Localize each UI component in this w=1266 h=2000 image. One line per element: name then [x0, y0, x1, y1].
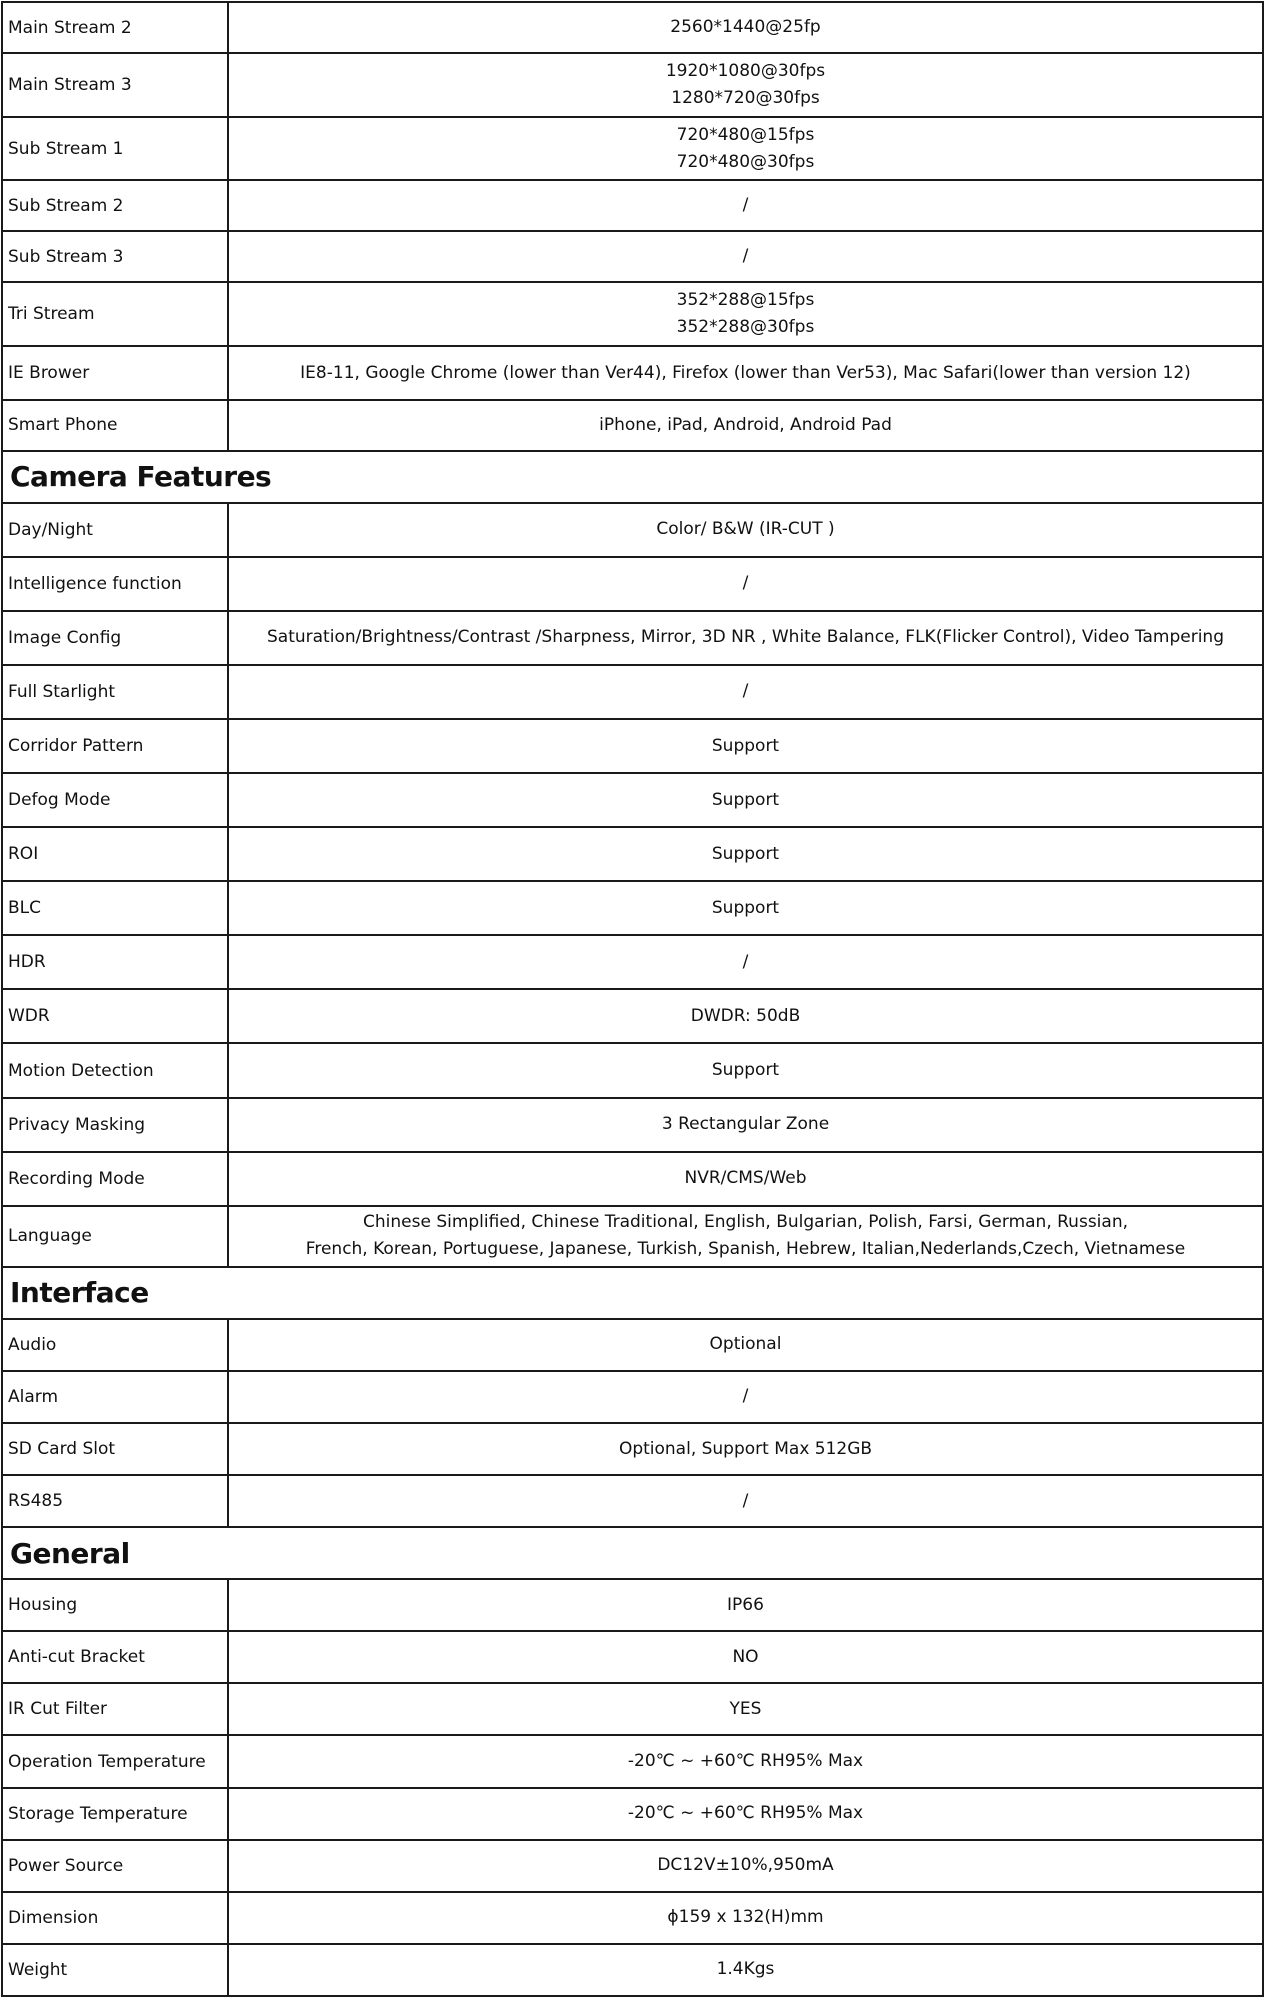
- spec-value-line: Support: [711, 1060, 780, 1080]
- spec-value-line: 352*288@30fps: [676, 317, 815, 338]
- spec-value-line: Optional, Support Max 512GB: [618, 1438, 873, 1459]
- spec-value: [228, 935, 1263, 989]
- spec-row-anti-cut-bracket: [2, 1631, 1263, 1683]
- spec-value: [228, 1423, 1263, 1475]
- spec-value-line: DC12V±10%,950mA: [657, 1855, 834, 1876]
- spec-value: [228, 611, 1263, 665]
- spec-row-operation-temperature: [2, 1735, 1263, 1787]
- spec-label: Language: [2, 1206, 228, 1267]
- spec-value: [228, 503, 1263, 557]
- spec-label: WDR: [2, 989, 228, 1043]
- spec-label: IR Cut Filter: [2, 1683, 228, 1735]
- spec-row-roi: [2, 827, 1263, 881]
- spec-value: [228, 719, 1263, 773]
- spec-value-line: /: [742, 246, 749, 267]
- spec-label: Corridor Pattern: [2, 719, 228, 773]
- spec-label: Image Config: [2, 611, 228, 665]
- spec-value-line: Color/ B&W (IR-CUT ): [656, 519, 835, 540]
- spec-value: [228, 1788, 1263, 1840]
- spec-row-language: [2, 1206, 1263, 1267]
- spec-value: [228, 346, 1263, 399]
- spec-value-line: /: [742, 681, 749, 702]
- spec-value-line: /: [742, 195, 749, 216]
- spec-label: HDR: [2, 935, 228, 989]
- spec-row-image-config: [2, 611, 1263, 665]
- spec-value: [228, 400, 1263, 451]
- spec-value: [228, 827, 1263, 881]
- spec-label: Intelligence function: [2, 557, 228, 611]
- spec-label: Storage Temperature: [2, 1788, 228, 1840]
- section-title: Camera Features: [2, 451, 1263, 503]
- spec-value: [228, 53, 1263, 117]
- spec-row-corridor-pattern: [2, 719, 1263, 773]
- spec-value: [228, 1319, 1263, 1371]
- spec-value: [228, 1631, 1263, 1683]
- spec-row-day-night: [2, 503, 1263, 557]
- spec-row-motion-detection: [2, 1043, 1263, 1097]
- spec-value: [228, 282, 1263, 346]
- spec-value-line: YES: [729, 1698, 762, 1719]
- spec-value: [228, 2, 1263, 53]
- spec-row-power-source: [2, 1840, 1263, 1892]
- spec-value: [228, 1098, 1263, 1152]
- spec-row-full-starlight: [2, 665, 1263, 719]
- spec-label: Motion Detection: [2, 1043, 228, 1097]
- spec-value: [228, 773, 1263, 827]
- spec-value-line: /: [742, 951, 749, 972]
- spec-row-sub-stream-2: [2, 180, 1263, 231]
- section-title: Interface: [2, 1267, 1263, 1319]
- spec-value: [228, 1475, 1263, 1527]
- spec-row-main-stream-3: [2, 53, 1263, 117]
- spec-row-tri-stream: [2, 282, 1263, 346]
- spec-value-line: 720*480@15fps: [676, 124, 815, 145]
- spec-row-housing: [2, 1579, 1263, 1631]
- spec-label: ROI: [2, 827, 228, 881]
- spec-label: Operation Temperature: [2, 1735, 228, 1787]
- spec-row-intelligence-function: [2, 557, 1263, 611]
- spec-value-line: iPhone, iPad, Android, Android Pad: [599, 414, 892, 435]
- spec-value-line: /: [742, 573, 749, 594]
- spec-value: [228, 665, 1263, 719]
- spec-value: [228, 117, 1263, 180]
- spec-value-line: ϕ159 x 132(H)mm: [667, 1907, 824, 1928]
- spec-row-main-stream-2: [2, 2, 1263, 53]
- spec-row-smart-phone: [2, 400, 1263, 451]
- spec-label: Alarm: [2, 1371, 228, 1423]
- spec-row-ie-brower: [2, 346, 1263, 399]
- spec-value-line: French, Korean, Portuguese, Japanese, Turkish, Spanish, Hebrew, Italian,Nederlands,Czech, Vietnamese: [305, 1239, 1186, 1260]
- spec-value-line: 2560*1440@25fp: [670, 17, 821, 38]
- spec-row-audio: [2, 1319, 1263, 1371]
- spec-row-wdr: [2, 989, 1263, 1043]
- spec-label: Full Starlight: [2, 665, 228, 719]
- spec-label: Sub Stream 3: [2, 231, 228, 282]
- spec-value: [228, 1043, 1263, 1097]
- spec-row-blc: [2, 881, 1263, 935]
- spec-value: [228, 1840, 1263, 1892]
- spec-value-line: Saturation/Brightness/Contrast /Sharpness, Mirror, 3D NR , White Balance, FLK(Flicker Control), Video Tampering: [267, 627, 1224, 648]
- spec-value-line: -20℃ ~ +60℃ RH95% Max: [627, 1751, 864, 1772]
- spec-row-storage-temperature: [2, 1788, 1263, 1840]
- spec-value: [228, 1683, 1263, 1735]
- spec-label: Defog Mode: [2, 773, 228, 827]
- spec-label: Sub Stream 1: [2, 117, 228, 180]
- spec-label: Main Stream 2: [2, 2, 228, 53]
- spec-label: Sub Stream 2: [2, 180, 228, 231]
- spec-label: Main Stream 3: [2, 53, 228, 117]
- spec-value-line: 720*480@30fps: [676, 151, 815, 172]
- spec-label: Audio: [2, 1319, 228, 1371]
- spec-value-line: -20℃ ~ +60℃ RH95% Max: [627, 1803, 864, 1824]
- spec-value: [228, 1892, 1263, 1944]
- spec-value: [228, 1152, 1263, 1206]
- spec-row-dimension: [2, 1892, 1263, 1944]
- spec-value: [228, 1735, 1263, 1787]
- spec-label: Housing: [2, 1579, 228, 1631]
- spec-value-line: Optional: [709, 1334, 782, 1355]
- spec-value: [228, 1579, 1263, 1631]
- spec-value-line: /: [742, 1490, 749, 1511]
- spec-value: [228, 1371, 1263, 1423]
- spec-value-line: NO: [732, 1646, 759, 1667]
- spec-value-line: 1280*720@30fps: [671, 88, 820, 109]
- spec-row-ir-cut-filter: [2, 1683, 1263, 1735]
- spec-label: BLC: [2, 881, 228, 935]
- spec-value-line: 3 Rectangular Zone: [661, 1114, 830, 1135]
- spec-value-line: IP66: [727, 1594, 764, 1615]
- spec-label: Privacy Masking: [2, 1098, 228, 1152]
- spec-value-line: 1920*1080@30fps: [665, 61, 826, 82]
- spec-label: Smart Phone: [2, 400, 228, 451]
- section-heading-interface: [2, 1267, 1263, 1319]
- spec-value-line: Support: [711, 897, 780, 918]
- spec-row-weight: [2, 1944, 1263, 1996]
- spec-label: Weight: [2, 1944, 228, 1996]
- spec-value: [228, 1944, 1263, 1996]
- spec-row-privacy-masking: [2, 1098, 1263, 1152]
- spec-value: [228, 881, 1263, 935]
- spec-value-line: Support: [711, 789, 780, 810]
- spec-row-sub-stream-3: [2, 231, 1263, 282]
- spec-row-hdr: [2, 935, 1263, 989]
- spec-value-line: DWDR: 50dB: [690, 1005, 801, 1026]
- spec-value: [228, 1206, 1263, 1267]
- spec-value-line: Support: [711, 843, 780, 864]
- section-heading-general: [2, 1527, 1263, 1579]
- spec-value-line: 1.4Kgs: [716, 1959, 775, 1980]
- spec-row-sub-stream-1: [2, 117, 1263, 180]
- spec-value-line: IE8-11, Google Chrome (lower than Ver44), Firefox (lower than Ver53), Mac Safari(lower than version 12): [300, 362, 1191, 383]
- spec-value: [228, 231, 1263, 282]
- spec-row-sd-card-slot: [2, 1423, 1263, 1475]
- spec-value: [228, 557, 1263, 611]
- spec-row-defog-mode: [2, 773, 1263, 827]
- spec-row-alarm: [2, 1371, 1263, 1423]
- spec-value-line: Support: [711, 735, 780, 756]
- spec-label: IE Brower: [2, 346, 228, 399]
- spec-value-line: Chinese Simplified, Chinese Traditional, English, Bulgarian, Polish, Farsi, German, Russian,: [363, 1212, 1128, 1233]
- spec-label: SD Card Slot: [2, 1423, 228, 1475]
- spec-value: [228, 989, 1263, 1043]
- spec-label: Tri Stream: [2, 282, 228, 346]
- spec-table-body: [2, 2, 1263, 1996]
- spec-label: Day/Night: [2, 503, 228, 557]
- spec-label: Recording Mode: [2, 1152, 228, 1206]
- spec-value-line: NVR/CMS/Web: [684, 1168, 807, 1189]
- section-title: General: [2, 1527, 1263, 1579]
- spec-label: Power Source: [2, 1840, 228, 1892]
- spec-label: Dimension: [2, 1892, 228, 1944]
- spec-table: [1, 1, 1264, 1997]
- spec-row-rs485: [2, 1475, 1263, 1527]
- spec-label: RS485: [2, 1475, 228, 1527]
- section-heading-camera-features: [2, 451, 1263, 503]
- spec-value: [228, 180, 1263, 231]
- spec-value-line: 352*288@15fps: [676, 290, 815, 311]
- spec-row-recording-mode: [2, 1152, 1263, 1206]
- spec-label: Anti-cut Bracket: [2, 1631, 228, 1683]
- spec-value-line: /: [742, 1386, 749, 1407]
